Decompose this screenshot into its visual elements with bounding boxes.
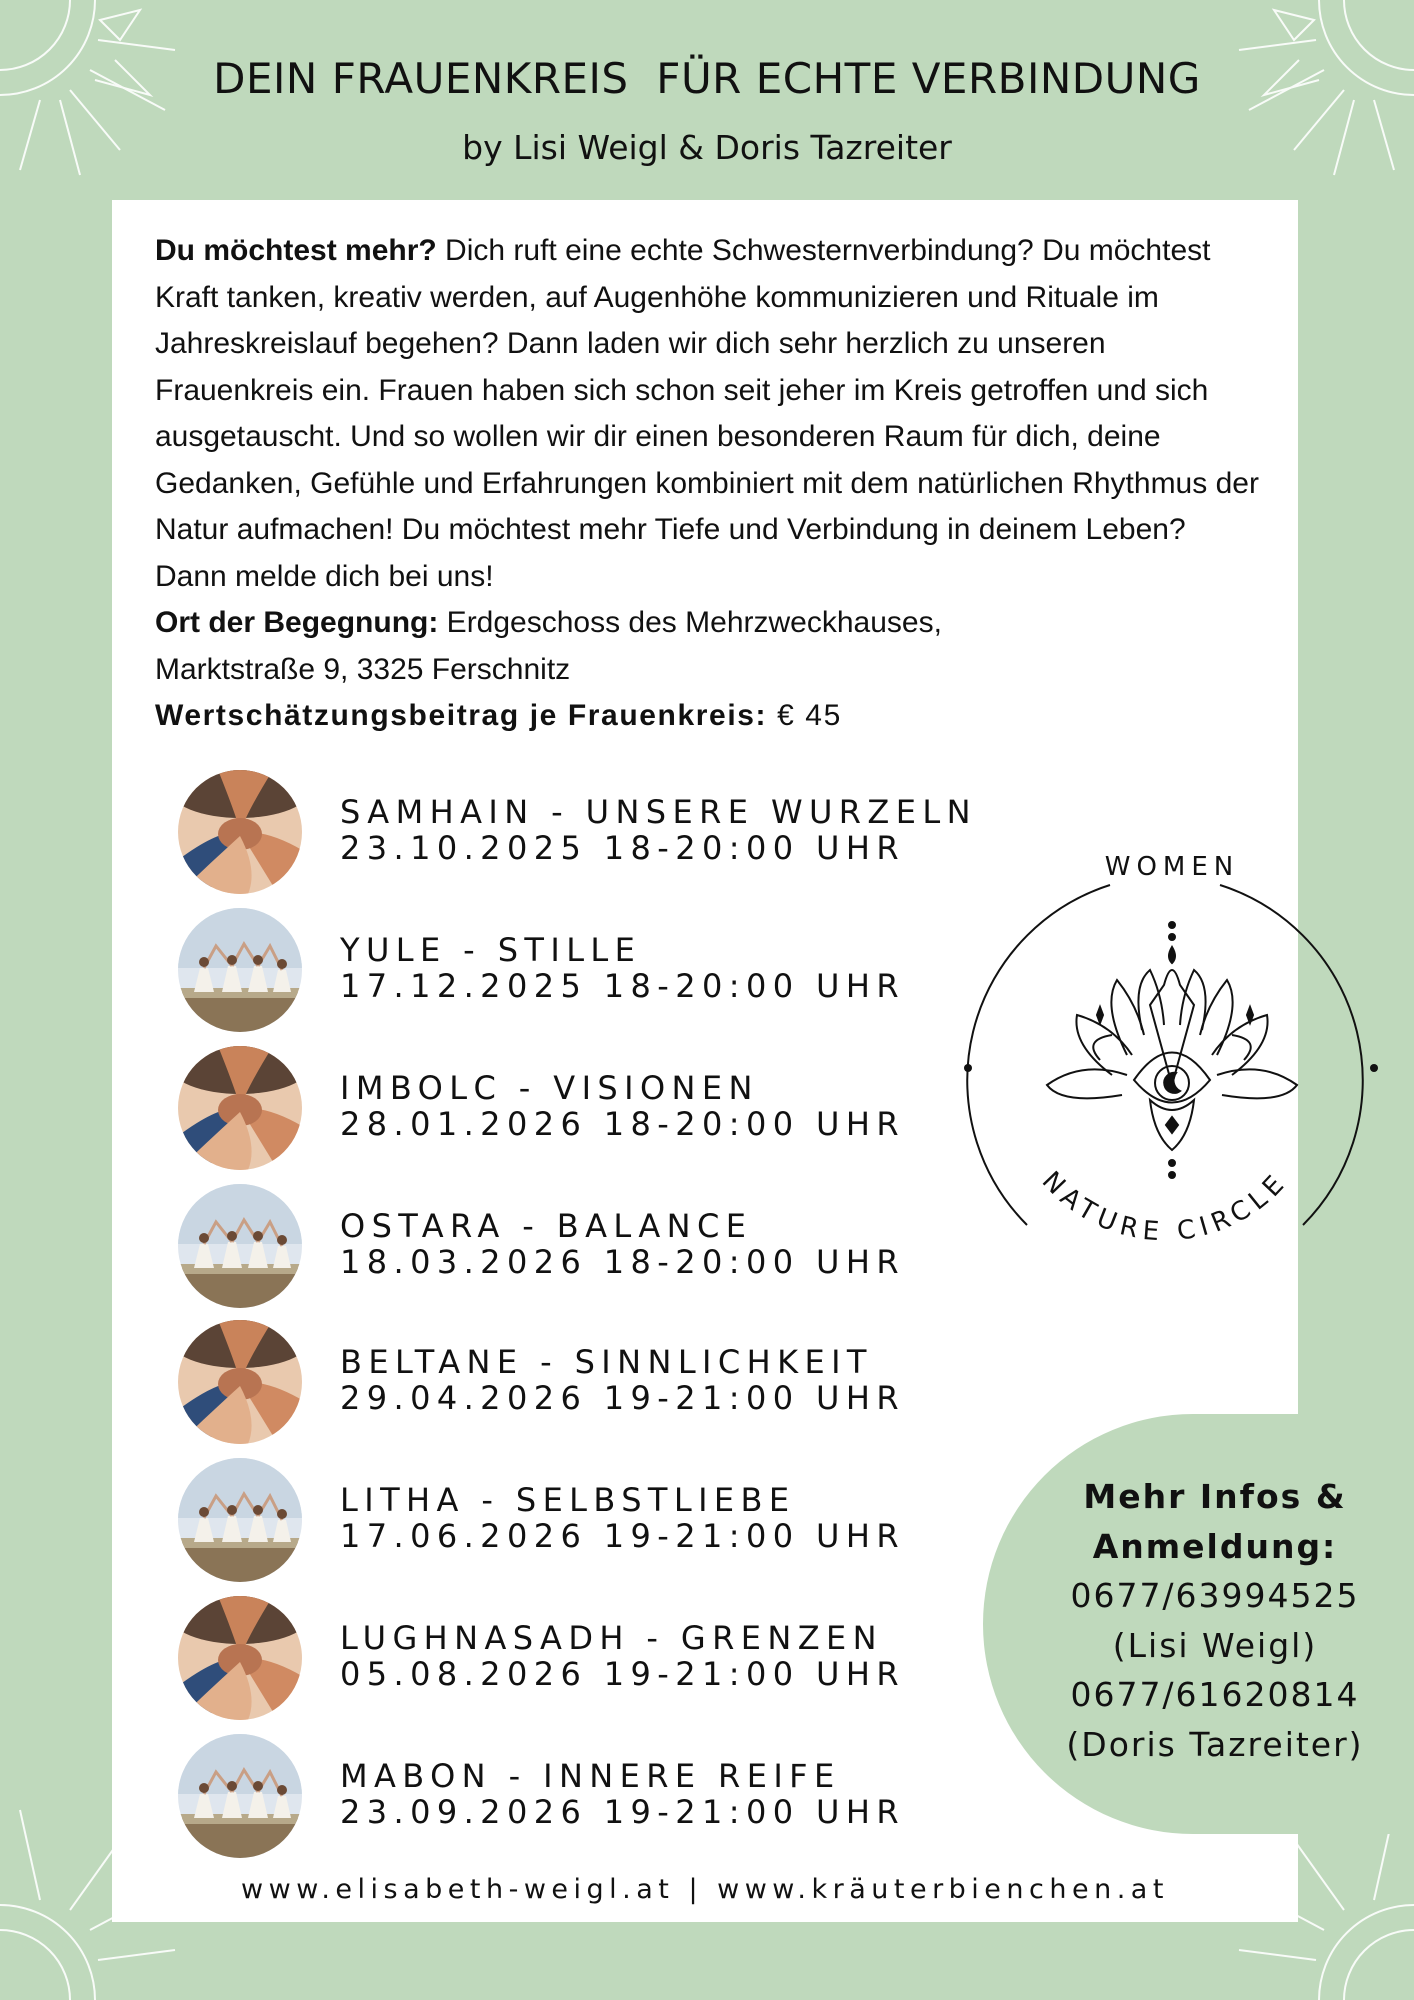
- event-title: OSTARA - BALANCE: [340, 1207, 753, 1245]
- location-label: Ort der Begegnung:: [155, 606, 439, 639]
- fee-value: € 45: [767, 699, 842, 732]
- hands-together-photo: [178, 1320, 302, 1444]
- intro-lead-text: Dich ruft eine echte Schwesternverbindung? Du möchtest Kraft tanken, kreativ werden, auf Augenhöhe kommunizieren und Rituale im Jahreskreislauf begehen? Dann laden wir dich sehr herzlich zu unseren Frauenkreis ein. Frauen haben sich schon seit jeher im Kreis getroffen und sich ausgetauscht. Und so wollen wir dir einen besonderen Raum für dich, deine Gedanken, Gefühle und Erfahrungen kombiniert mit dem natürlichen Rhythmus der Natur aufmachen! Du möchtest mehr Tiefe und Verbindung in deinem Leben? Dann melde dich bei uns!: [155, 234, 1259, 593]
- contact-phone-2[interactable]: 0677/61620814: [1070, 1675, 1360, 1714]
- hands-together-photo: [178, 770, 302, 894]
- event-date: 29.04.2026 19-21:00 UHR: [340, 1379, 905, 1417]
- byline: by Lisi Weigl & Doris Tazreiter: [462, 128, 952, 167]
- event-item: [178, 1320, 1078, 1444]
- event-date: 28.01.2026 18-20:00 UHR: [340, 1105, 905, 1143]
- women-meadow-photo: [178, 908, 302, 1032]
- women-meadow-photo: [178, 1734, 302, 1858]
- event-date: 23.09.2026 19-21:00 UHR: [340, 1793, 905, 1831]
- logo-top-text: WOMEN: [1104, 852, 1240, 882]
- event-item: [178, 908, 1078, 1032]
- logo-bottom-text: NATURE CIRCLE: [1035, 1165, 1295, 1248]
- event-title: YULE - STILLE: [340, 931, 642, 969]
- event-item: [178, 770, 1078, 894]
- event-date: 18.03.2026 18-20:00 UHR: [340, 1243, 905, 1281]
- event-date: 17.12.2025 18-20:00 UHR: [340, 967, 905, 1005]
- contact-heading-line2: Anmeldung:: [1092, 1526, 1338, 1566]
- intro-text: [155, 228, 1265, 740]
- fee-line: [155, 693, 1265, 740]
- event-text: [340, 1620, 905, 1692]
- contact-phone-1[interactable]: 0677/63994525: [1070, 1576, 1360, 1615]
- event-date: 17.06.2026 19-21:00 UHR: [340, 1517, 905, 1555]
- event-item: [178, 1046, 1078, 1170]
- event-text: [340, 1758, 905, 1830]
- fee-label: Wertschätzungsbeitrag je Frauenkreis:: [155, 699, 768, 732]
- hands-together-photo: [178, 1046, 302, 1170]
- event-title: LUGHNASADH - GRENZEN: [340, 1619, 883, 1657]
- event-text: [340, 1344, 905, 1416]
- event-text: [340, 932, 905, 1004]
- event-title: SAMHAIN - UNSERE WURZELN: [340, 793, 977, 831]
- contact-heading-line1: Mehr Infos &: [1083, 1477, 1347, 1516]
- event-text: [340, 1070, 905, 1142]
- contact-name-1: (Lisi Weigl): [1112, 1625, 1318, 1665]
- women-meadow-photo: [178, 1458, 302, 1582]
- event-date: 23.10.2025 18-20:00 UHR: [340, 829, 905, 867]
- women-nature-circle-logo: [945, 835, 1385, 1285]
- location-line2: Marktstraße 9, 3325 Ferschnitz: [155, 652, 571, 686]
- event-title: IMBOLC - VISIONEN: [340, 1069, 759, 1107]
- contact-info: [1020, 1472, 1410, 1769]
- women-meadow-photo: [178, 1184, 302, 1308]
- event-text: [340, 1208, 905, 1280]
- event-text: [340, 1482, 905, 1554]
- event-text: [340, 794, 977, 866]
- footer-links[interactable]: www.elisabeth-weigl.at | www.kräuterbienchen.at: [241, 1874, 1169, 1905]
- page-title: DEIN FRAUENKREIS FÜR ECHTE VERBINDUNG: [213, 54, 1201, 103]
- intro-lead-bold: Du möchtest mehr?: [155, 234, 437, 267]
- event-date: 05.08.2026 19-21:00 UHR: [340, 1655, 905, 1693]
- event-title: LITHA - SELBSTLIEBE: [340, 1481, 796, 1519]
- intro-paragraph: [155, 228, 1265, 600]
- event-item: [178, 1734, 1078, 1858]
- location-line: [155, 600, 1265, 693]
- lotus-moon-icon: [1047, 922, 1297, 1178]
- contact-name-2: (Doris Tazreiter): [1066, 1724, 1364, 1764]
- hands-together-photo: [178, 1596, 302, 1720]
- location-line1: Erdgeschoss des Mehrzweckhauses,: [438, 606, 942, 639]
- event-title: BELTANE - SINNLICHKEIT: [340, 1343, 873, 1381]
- event-item: [178, 1596, 1078, 1720]
- event-item: [178, 1458, 1078, 1582]
- event-title: MABON - INNERE REIFE: [340, 1757, 841, 1795]
- event-item: [178, 1184, 1078, 1308]
